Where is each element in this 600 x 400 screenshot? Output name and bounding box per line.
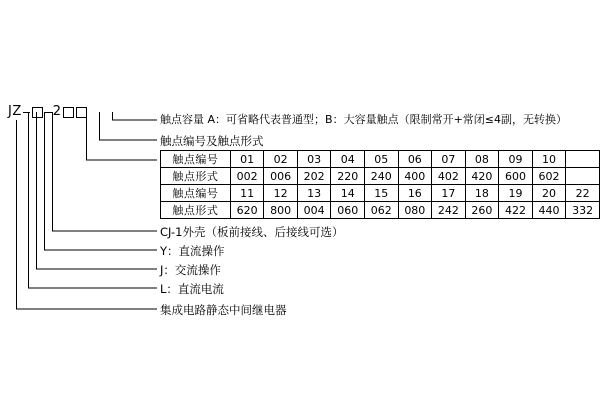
contact-table	[160, 150, 600, 219]
table-cell: 062	[365, 202, 399, 219]
label-ac-wiring: J：交流操作	[160, 263, 221, 277]
table-cell: 16	[398, 185, 432, 202]
table-row	[161, 185, 600, 202]
label-dc-current: L：直流电流	[160, 282, 224, 296]
table-cell: 006	[264, 168, 298, 185]
table-cell: 242	[432, 202, 466, 219]
table-cell: 240	[365, 168, 399, 185]
table-cell: 400	[398, 168, 432, 185]
table-cell: 080	[398, 202, 432, 219]
table-cell: 09	[499, 151, 533, 168]
table-cell: 15	[365, 185, 399, 202]
table-cell: 420	[465, 168, 499, 185]
table-cell: 260	[465, 202, 499, 219]
table-cell: 600	[499, 168, 533, 185]
model-code-box-2	[63, 107, 74, 118]
table-cell: 060	[331, 202, 365, 219]
label-dc-wiring: Y：直流操作	[160, 244, 225, 258]
table-cell: 04	[331, 151, 365, 168]
model-code-dash-1	[23, 112, 30, 113]
model-code-box-3	[76, 107, 87, 118]
label-product-name: 集成电路静态中间继电器	[160, 303, 287, 317]
table-row	[161, 202, 600, 219]
table-cell: 19	[499, 185, 533, 202]
table-row-header: 触点编号	[161, 185, 231, 202]
model-code-prefix: JZ	[8, 104, 22, 119]
table-cell: 402	[432, 168, 466, 185]
table-cell: 08	[465, 151, 499, 168]
table-cell: 002	[230, 168, 264, 185]
table-cell: 20	[532, 185, 566, 202]
model-code-digit: 2	[52, 104, 62, 119]
table-cell: 220	[331, 168, 365, 185]
table-cell: 02	[264, 151, 298, 168]
table-row-header: 触点形式	[161, 168, 231, 185]
table-cell: 440	[532, 202, 566, 219]
table-cell: 07	[432, 151, 466, 168]
table-cell: 422	[499, 202, 533, 219]
table-cell: 01	[230, 151, 264, 168]
table-cell: 12	[264, 185, 298, 202]
table-cell	[566, 168, 600, 185]
table-cell: 004	[297, 202, 331, 219]
model-code	[8, 105, 88, 119]
contact-table-body	[161, 151, 600, 219]
table-cell: 17	[432, 185, 466, 202]
table-cell: 800	[264, 202, 298, 219]
table-cell: 332	[566, 202, 600, 219]
table-cell: 202	[297, 168, 331, 185]
table-cell	[566, 151, 600, 168]
table-cell: 14	[331, 185, 365, 202]
model-code-box-1	[32, 107, 43, 118]
table-row	[161, 151, 600, 168]
table-cell: 10	[532, 151, 566, 168]
table-cell: 22	[566, 185, 600, 202]
table-cell: 18	[465, 185, 499, 202]
table-row-header: 触点编号	[161, 151, 231, 168]
table-cell: 03	[297, 151, 331, 168]
table-cell: 620	[230, 202, 264, 219]
label-shell: CJ-1外壳（板前接线、后接线可选）	[160, 225, 344, 239]
label-contact-capacity: 触点容量 A：可省略代表普通型；B：大容量触点（限制常开+常闭≤4副，无转换）	[160, 113, 567, 126]
table-row	[161, 168, 600, 185]
table-cell: 06	[398, 151, 432, 168]
table-cell: 11	[230, 185, 264, 202]
table-cell: 13	[297, 185, 331, 202]
table-row-header: 触点形式	[161, 202, 231, 219]
model-code-dash-2	[45, 112, 52, 113]
table-cell: 602	[532, 168, 566, 185]
label-contact-code-and-form: 触点编号及触点形式	[160, 134, 264, 148]
table-cell: 05	[365, 151, 399, 168]
